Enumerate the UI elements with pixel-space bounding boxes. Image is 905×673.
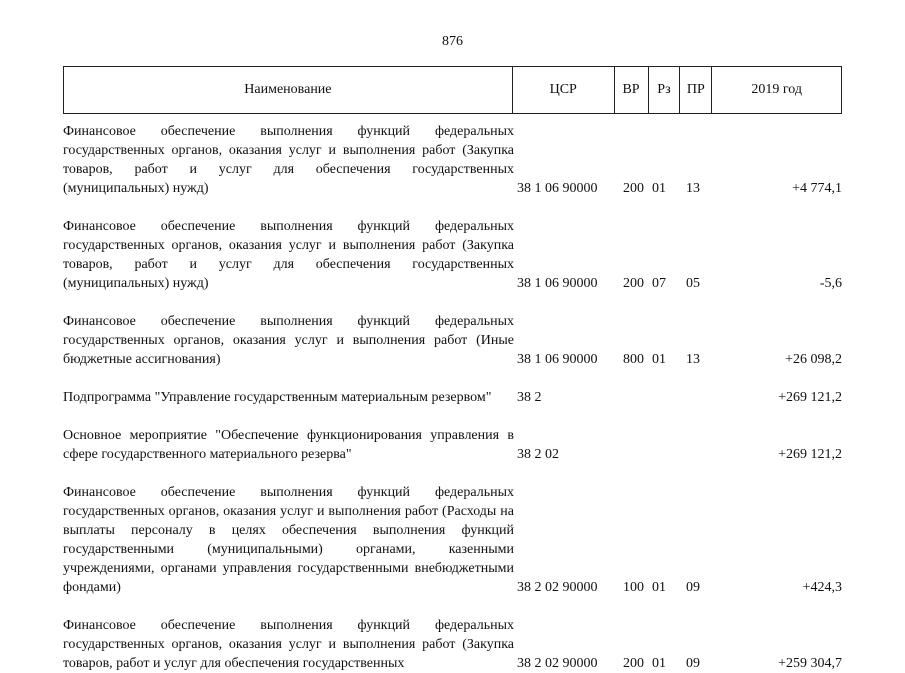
table-row: [63, 388, 842, 407]
table-row: [63, 483, 842, 597]
page-number: 876: [442, 34, 463, 49]
header-pr: ПР: [679, 67, 711, 113]
row-description: Подпрограмма "Управление государственным материальным резервом": [63, 390, 492, 405]
header-year: 2019 год: [711, 67, 841, 113]
row-vr: 800: [623, 352, 644, 367]
row-amount: +259 304,7: [778, 656, 842, 671]
row-description: Финансовое обеспечение выполнения функций федеральных государственных органов, оказания услуг и выполнения работ (Закупка товаров, работ и услуг для обеспечения государственных (муниципальных) нужд): [63, 219, 514, 291]
table-header: [63, 66, 842, 114]
row-pr: 05: [686, 276, 700, 291]
table-row: [63, 312, 842, 369]
row-csr: 38 2 02 90000: [517, 580, 598, 595]
row-amount: +4 774,1: [792, 181, 842, 196]
header-rz: Рз: [648, 67, 680, 113]
row-csr: 38 2 02: [517, 447, 559, 462]
row-description: Финансовое обеспечение выполнения функций федеральных государственных органов, оказания услуг и выполнения работ (Закупка товаров, работ и услуг для обеспечения государственных: [63, 618, 514, 671]
table-row: [63, 426, 842, 464]
row-rz: 01: [652, 580, 666, 595]
header-vr: ВР: [614, 67, 648, 113]
row-csr: 38 1 06 90000: [517, 276, 598, 291]
table-row: [63, 122, 842, 198]
row-amount: +269 121,2: [778, 390, 842, 405]
row-vr: 200: [623, 181, 644, 196]
header-csr: ЦСР: [512, 67, 614, 113]
row-pr: 13: [686, 352, 700, 367]
row-description: Финансовое обеспечение выполнения функций федеральных государственных органов, оказания услуг и выполнения работ (Иные бюджетные ассигнования): [63, 314, 514, 367]
row-amount: +26 098,2: [785, 352, 842, 367]
table-body: [63, 122, 842, 673]
row-rz: 01: [652, 656, 666, 671]
row-amount: -5,6: [819, 276, 842, 291]
row-amount: +269 121,2: [778, 447, 842, 462]
row-description: Финансовое обеспечение выполнения функций федеральных государственных органов, оказания услуг и выполнения работ (Закупка товаров, работ и услуг для обеспечения государственных (муниципальных) нужд): [63, 124, 514, 196]
row-csr: 38 2 02 90000: [517, 656, 598, 671]
row-rz: 01: [652, 181, 666, 196]
row-pr: 13: [686, 181, 700, 196]
row-amount: +424,3: [802, 580, 842, 595]
header-name: Наименование: [244, 82, 332, 97]
table-row: [63, 616, 842, 673]
row-description: Основное мероприятие "Обеспечение функционирования управления в сфере государственного материального резерва": [63, 428, 514, 462]
row-csr: 38 1 06 90000: [517, 352, 598, 367]
row-rz: 07: [652, 276, 666, 291]
row-vr: 200: [623, 276, 644, 291]
row-vr: 100: [623, 580, 644, 595]
row-pr: 09: [686, 656, 700, 671]
row-csr: 38 2: [517, 390, 542, 405]
row-vr: 200: [623, 656, 644, 671]
table-row: [63, 217, 842, 293]
row-description: Финансовое обеспечение выполнения функций федеральных государственных органов, оказания услуг и выполнения работ (Расходы на выплаты персоналу в целях обеспечения выполнения функций государственными (муниципальными) органами, казенными учреждениями, органами управления государственными внебюджетными фондами): [63, 485, 514, 595]
row-pr: 09: [686, 580, 700, 595]
row-rz: 01: [652, 352, 666, 367]
row-csr: 38 1 06 90000: [517, 181, 598, 196]
